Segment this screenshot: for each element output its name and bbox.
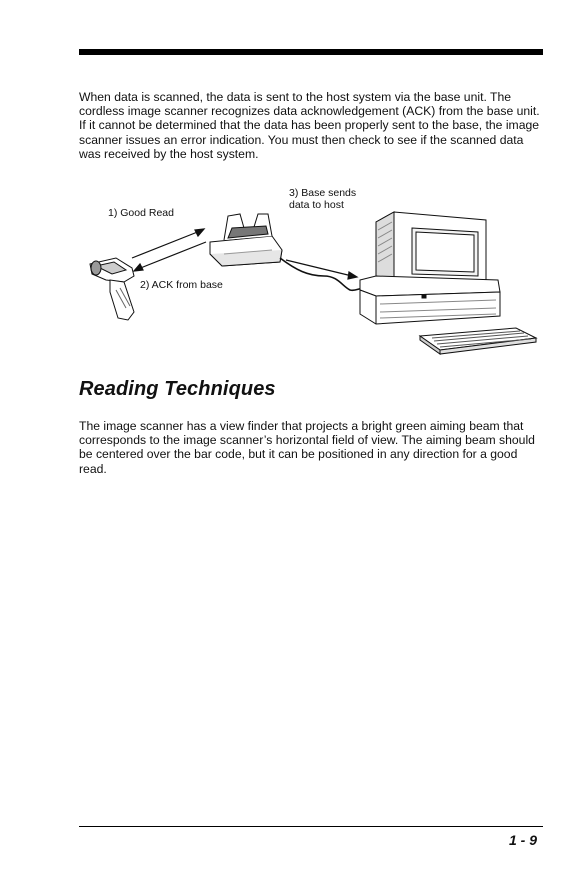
bottom-rule bbox=[79, 826, 543, 827]
reading-paragraph: The image scanner has a view finder that projects a bright green aiming beam that corresponds to the image scanner’s horizontal field of view. The aiming beam should be centered over the bar code, but it can be positioned in any direction for a good read. bbox=[79, 419, 535, 476]
top-rule bbox=[79, 49, 543, 55]
handheld-scanner-icon bbox=[90, 258, 134, 320]
label-ack-from-base: 2) ACK from base bbox=[140, 279, 223, 291]
intro-paragraph: When data is scanned, the data is sent to the host system via the base unit. The cordless image scanner recognizes data acknowledgement (ACK) from the base unit. If it cannot be determined that the data has been properly sent to the base, the image scanner issues an error indication. You must then check to see if the scanned data was received by the host system. bbox=[79, 90, 540, 161]
good-read-arrow-icon bbox=[132, 229, 204, 258]
page-number: 1 - 9 bbox=[508, 832, 537, 848]
label-base-sends-line2: data to host bbox=[289, 199, 344, 211]
host-computer-icon bbox=[360, 212, 536, 354]
label-base-sends-line1: 3) Base sends bbox=[289, 187, 357, 199]
base-unit-icon bbox=[210, 214, 282, 266]
section-heading: Reading Techniques bbox=[79, 378, 276, 400]
ack-arrow-icon bbox=[134, 242, 206, 271]
label-good-read: 1) Good Read bbox=[108, 207, 174, 219]
scanner-communication-diagram bbox=[76, 180, 546, 360]
